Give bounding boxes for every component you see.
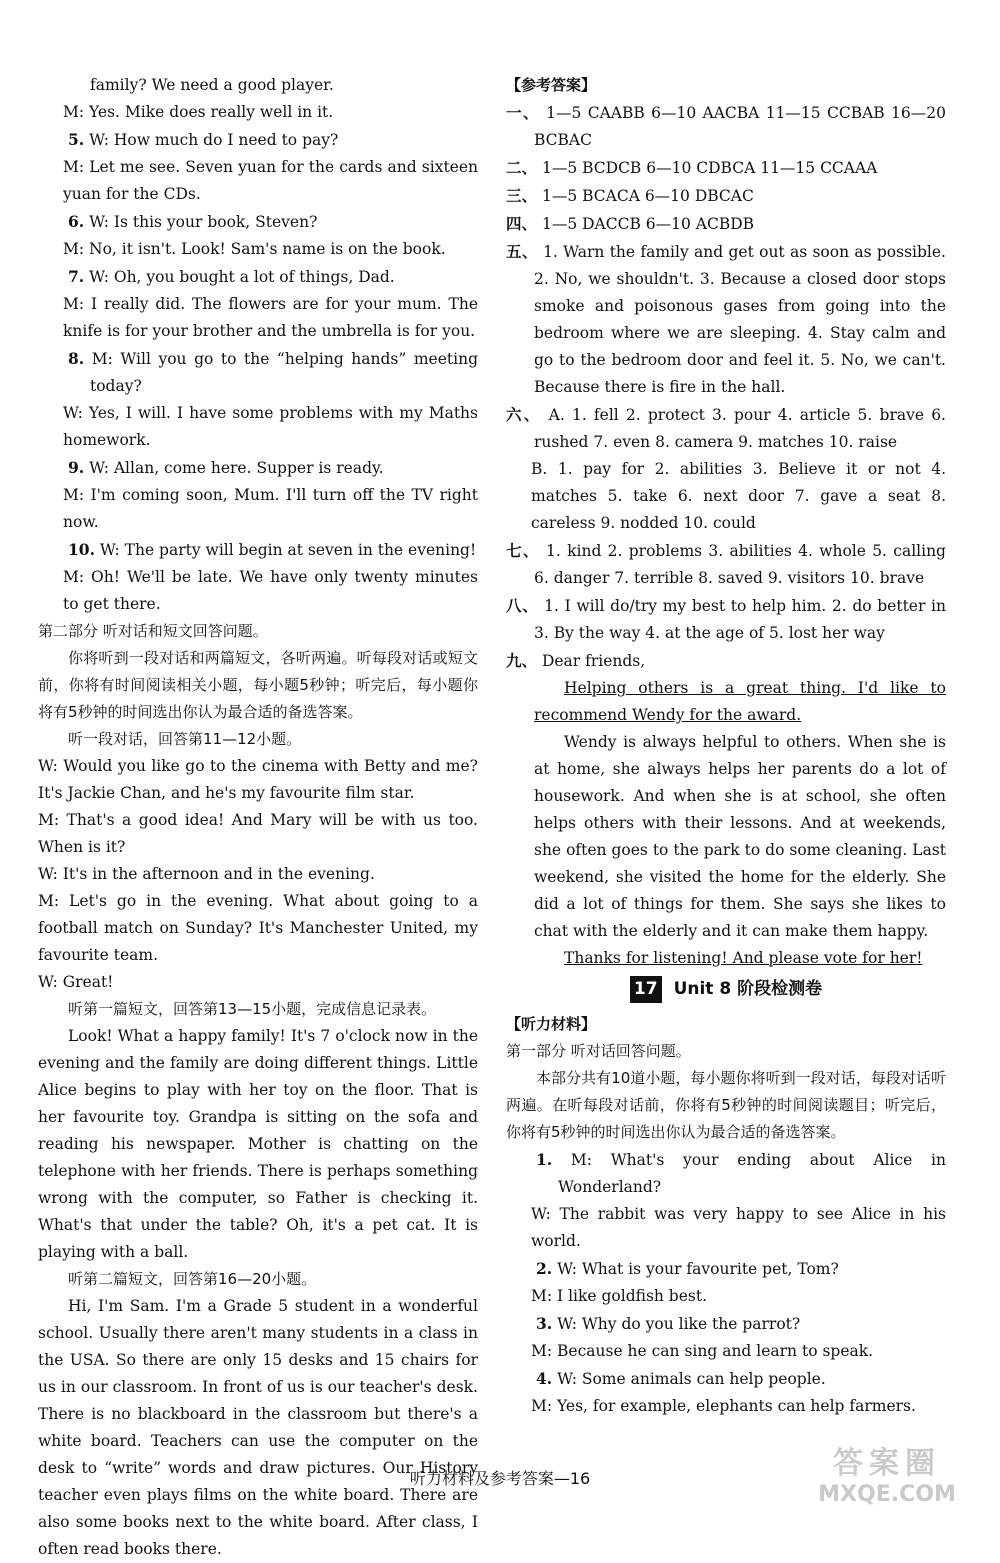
text-line	[506, 1255, 946, 1283]
text-line	[506, 238, 946, 401]
line-text: M: No, it isn't. Look! Sam's name is on the book.	[63, 240, 446, 258]
text-line	[38, 1266, 478, 1293]
text-line	[38, 536, 478, 564]
text-line	[38, 1023, 478, 1266]
line-text: M: I like goldfish best.	[531, 1287, 708, 1305]
text-line	[506, 1393, 946, 1420]
line-text: 1—5 BCDCB 6—10 CDBCA 11—15 CCAAA	[541, 159, 878, 177]
text-line	[38, 996, 478, 1023]
text-line	[506, 154, 946, 182]
line-text: 听第二篇短文，回答第16—20小题。	[68, 1270, 317, 1288]
line-text: 听一段对话，回答第11—12小题。	[68, 730, 302, 748]
item-number: 四、	[506, 214, 538, 233]
unit-heading	[506, 976, 946, 1003]
watermark-url: MXQE.COM	[818, 1482, 956, 1507]
line-text: 1—5 CAABB 6—10 AACBA 11—15 CCBAB 16—20 BCBAC	[534, 104, 946, 149]
line-text: Wendy is always helpful to others. When she is at home, she always helps her parents do a lot of housework. And when she is at school, she often helps others with their lessons. And at weekends, she often goes to the park to do some cleaning. Last weekend, she visited the home for the elderly. She did a lot of things for them. She says she likes to chat with the elderly and it can make them happy.	[534, 733, 946, 940]
line-text: 1. kind 2. problems 3. abilities 4. whole 5. calling 6. danger 7. terrible 8. saved 9. visitors 10. brave	[534, 542, 946, 587]
line-text: Dear friends,	[541, 652, 646, 670]
line-text: 第二部分 听对话和短文回答问题。	[38, 622, 268, 640]
line-text: W: Why do you like the parrot?	[557, 1315, 801, 1333]
line-text: 1—5 DACCB 6—10 ACBDB	[541, 215, 755, 233]
line-text: W: Allan, come here. Supper is ready.	[89, 459, 384, 477]
item-number: 二、	[506, 158, 538, 177]
line-text: W: Great!	[38, 973, 114, 991]
item-number: 7.	[68, 267, 85, 286]
text-line	[38, 263, 478, 291]
line-text: W: What is your favourite pet, Tom?	[557, 1260, 839, 1278]
unit-badge: 17	[630, 976, 662, 1003]
text-line	[38, 888, 478, 969]
watermark-logo	[792, 1438, 982, 1518]
item-number: 九、	[506, 651, 538, 670]
text-line	[38, 753, 478, 807]
line-text: 1—5 BCACA 6—10 DBCAC	[541, 187, 754, 205]
text-line	[506, 1310, 946, 1338]
line-text: M: Let me see. Seven yuan for the cards and sixteen yuan for the CDs.	[63, 158, 478, 203]
text-line	[38, 645, 478, 726]
essay	[506, 675, 946, 972]
text-line	[534, 729, 946, 945]
line-text: 你将听到一段对话和两篇短文，各听两遍。听每段对话或短文前，你将有时间阅读相关小题，每小题5秒钟；听完后，每小题你将有5秒钟的时间选出你认为最合适的备选答案。	[38, 649, 478, 721]
listening-header: 【听力材料】	[506, 1015, 597, 1033]
text-line	[38, 236, 478, 263]
text-line	[38, 618, 478, 645]
text-line	[506, 1283, 946, 1310]
line-text: 听第一篇短文，回答第13—15小题，完成信息记录表。	[68, 1000, 437, 1018]
text-line	[38, 72, 478, 99]
text-line	[38, 726, 478, 753]
line-text: Thanks for listening! And please vote for her!	[564, 949, 923, 967]
text-line	[38, 99, 478, 126]
line-text: M: Will you go to the “helping hands” meeting today?	[90, 350, 478, 395]
line-text: A. 1. fell 2. protect 3. pour 4. article 5. brave 6. rushed 7. even 8. camera 9. matches 10. raise	[534, 406, 946, 451]
line-text: Hi, I'm Sam. I'm a Grade 5 student in a wonderful school. Usually there aren't many students in a class in the USA. So there are only 15 desks and 15 chairs for us in our classroom. In front of us is our teacher's desk. There is no blackboard in the classroom but there's a white board. Teachers can use the computer on the desk to “write” words and draw pictures. Our History teacher even plays films on the white board. There are also some books next to the white board. After class, I often read books there.	[38, 1297, 478, 1558]
left-column	[38, 72, 478, 1563]
text-line	[38, 345, 478, 400]
line-text: Look! What a happy family! It's 7 o'clock now in the evening and the family are doing different things. Little Alice begins to play with her toy on the floor. That is her favourite toy. Grandpa is sitting on the sofa and reading his newspaper. Mother is chatting on the telephone with her friends. There is perhaps something wrong with the computer, so Father is checking it. What's that under the table? Oh, it's a pet cat. It is playing with a ball.	[38, 1027, 478, 1261]
text-line	[38, 400, 478, 454]
line-text: M: Yes, for example, elephants can help farmers.	[531, 1397, 916, 1415]
line-text: M: Because he can sing and learn to speak.	[531, 1342, 874, 1360]
text-line	[38, 1293, 478, 1563]
text-line	[506, 592, 946, 647]
text-line	[506, 1201, 946, 1255]
item-number: 3.	[536, 1314, 553, 1333]
item-number: 2.	[536, 1259, 553, 1278]
line-text: M: What's your ending about Alice in Wonderland?	[558, 1151, 946, 1196]
text-line	[38, 861, 478, 888]
line-text: M: I really did. The flowers are for your mum. The knife is for your brother and the umbrella is for you.	[63, 295, 478, 340]
text-line	[38, 807, 478, 861]
item-number: 1.	[536, 1150, 553, 1169]
line-text: W: The rabbit was very happy to see Alice in his world.	[531, 1205, 946, 1250]
line-text: M: That's a good idea! And Mary will be with us too. When is it?	[38, 811, 478, 856]
item-number: 五、	[506, 242, 538, 261]
item-number: 9.	[68, 458, 85, 477]
text-line	[38, 154, 478, 208]
line-text: 1. I will do/try my best to help him. 2. do better in 3. By the way 4. at the age of 5. lost her way	[534, 597, 946, 642]
text-line	[506, 1146, 946, 1201]
text-line	[506, 456, 946, 537]
line-text: 1. Warn the family and get out as soon as possible. 2. No, we shouldn't. 3. Because a closed door stops smoke and poisonous gases from going into the bedroom where we are sleeping. 4. Stay calm and go to the bedroom door and feel it. 5. No, we can't. Because there is fire in the hall.	[534, 243, 946, 396]
line-text: B. 1. pay for 2. abilities 3. Believe it or not 4. matches 5. take 6. next door 7. gave a seat 8. careless 9. nodded 10. could	[531, 460, 946, 532]
text-line	[38, 454, 478, 482]
line-text: W: Some animals can help people.	[557, 1370, 826, 1388]
line-text: M: Oh! We'll be late. We have only twenty minutes to get there.	[63, 568, 478, 613]
text-line	[38, 126, 478, 154]
right-column	[506, 72, 946, 1420]
text-line	[506, 99, 946, 154]
line-text: M: Let's go in the evening. What about going to a football match on Sunday? It's Manchester United, my favourite team.	[38, 892, 478, 964]
text-line	[506, 1365, 946, 1393]
item-number: 七、	[506, 541, 540, 560]
text-line	[38, 564, 478, 618]
item-number: 4.	[536, 1369, 553, 1388]
text-line	[506, 537, 946, 592]
item-number: 八、	[506, 596, 539, 615]
line-text: W: Is this your book, Steven?	[89, 213, 318, 231]
text-line	[38, 208, 478, 236]
line-text: W: Yes, I will. I have some problems with my Maths homework.	[63, 404, 478, 449]
item-number: 一、	[506, 103, 540, 122]
line-text: M: Yes. Mike does really well in it.	[63, 103, 334, 121]
text-line	[506, 210, 946, 238]
dialog-list	[506, 1146, 946, 1420]
line-text: W: Oh, you bought a lot of things, Dad.	[89, 268, 395, 286]
answer-list	[506, 99, 946, 675]
item-number: 5.	[68, 130, 85, 149]
line-text: W: Would you like go to the cinema with Betty and me? It's Jackie Chan, and he's my favourite film star.	[38, 757, 478, 802]
part1-intro: 本部分共有10道小题，每小题你将听到一段对话，每段对话听两遍。在听每段对话前，你将有5秒钟的时间阅读题目；听完后，你将有5秒钟的时间选出你认为最合适的备选答案。	[506, 1069, 946, 1141]
text-line	[534, 945, 946, 972]
page-footer: 听力材料及参考答案—16	[409, 1469, 591, 1488]
line-text: W: It's in the afternoon and in the evening.	[38, 865, 375, 883]
item-number: 6.	[68, 212, 85, 231]
text-line	[506, 647, 946, 675]
item-number: 六、	[506, 405, 542, 424]
text-line	[38, 291, 478, 345]
text-line	[38, 969, 478, 996]
text-line	[38, 482, 478, 536]
part1-title: 第一部分 听对话回答问题。	[506, 1042, 691, 1060]
line-text: family? We need a good player.	[90, 76, 334, 94]
answers-header: 【参考答案】	[506, 76, 597, 94]
line-text: W: The party will begin at seven in the evening!	[99, 541, 477, 559]
item-number: 三、	[506, 186, 538, 205]
text-line	[506, 401, 946, 456]
watermark-text: 答案圈	[833, 1446, 941, 1481]
line-text: Helping others is a great thing. I'd like to recommend Wendy for the award.	[534, 679, 946, 724]
text-line	[506, 1338, 946, 1365]
item-number: 8.	[68, 349, 85, 368]
text-line	[506, 182, 946, 210]
line-text: M: I'm coming soon, Mum. I'll turn off the TV right now.	[63, 486, 478, 531]
unit-title: Unit 8 阶段检测卷	[673, 979, 823, 999]
item-number: 10.	[68, 540, 95, 559]
text-line	[534, 675, 946, 729]
line-text: W: How much do I need to pay?	[89, 131, 339, 149]
